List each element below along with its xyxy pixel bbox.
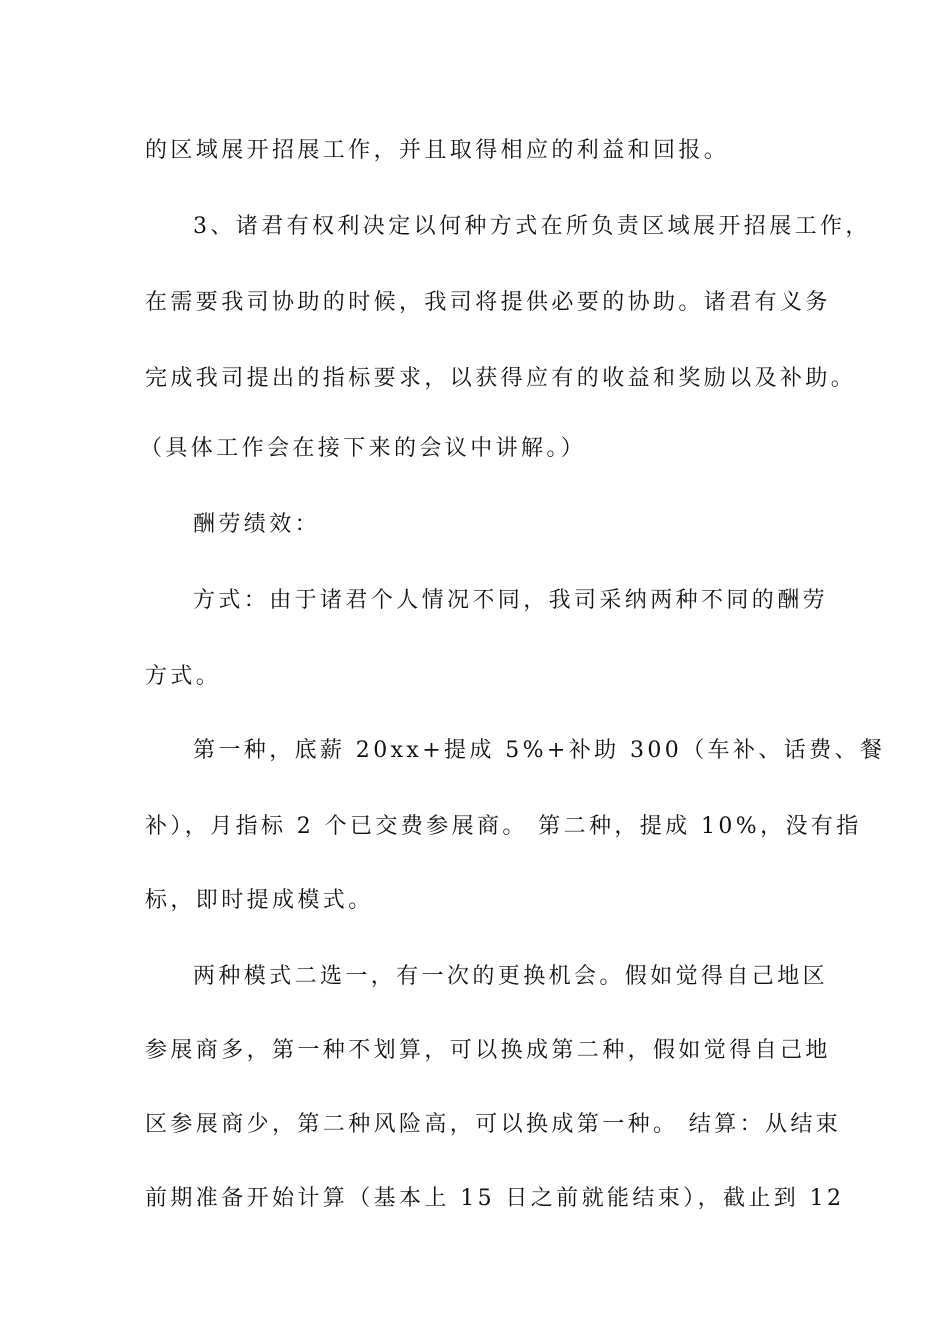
text-line-10: 补），月指标 2 个已交费参展商。 第二种，提成 10%，没有指 bbox=[145, 814, 862, 839]
text-line-7: 方式：由于诸君个人情况不同，我司采纳两种不同的酬劳 bbox=[193, 588, 829, 613]
text-line-1: 的区域展开招展工作，并且取得相应的利益和回报。 bbox=[145, 138, 730, 163]
text-line-5: （具体工作会在接下来的会议中讲解。） bbox=[140, 436, 587, 461]
text-line-12: 两种模式二选一，有一次的更换机会。假如觉得自己地区 bbox=[193, 964, 829, 989]
text-line-3: 在需要我司协助的时候，我司将提供必要的协助。诸君有义务 bbox=[145, 290, 831, 315]
text-line-11: 标，即时提成模式。 bbox=[145, 888, 374, 913]
section-heading-remuneration: 酬劳绩效： bbox=[193, 512, 321, 537]
text-line-4: 完成我司提出的指标要求，以获得应有的收益和奖励以及补助。 bbox=[145, 366, 857, 391]
text-line-14: 区参展商少，第二种风险高，可以换成第一种。 结算：从结束 bbox=[145, 1112, 842, 1137]
text-line-9: 第一种，底薪 20xx+提成 5%+补助 300（车补、话费、餐 bbox=[193, 738, 886, 763]
text-line-8: 方式。 bbox=[145, 664, 222, 689]
text-line-13: 参展商多，第一种不划算，可以换成第二种，假如觉得自己地 bbox=[145, 1038, 831, 1063]
text-line-2: 3、诸君有权利决定以何种方式在所负责区域展开招展工作， bbox=[193, 214, 871, 239]
text-line-15: 前期准备开始计算（基本上 15 日之前就能结束），截止到 12 bbox=[145, 1186, 845, 1211]
